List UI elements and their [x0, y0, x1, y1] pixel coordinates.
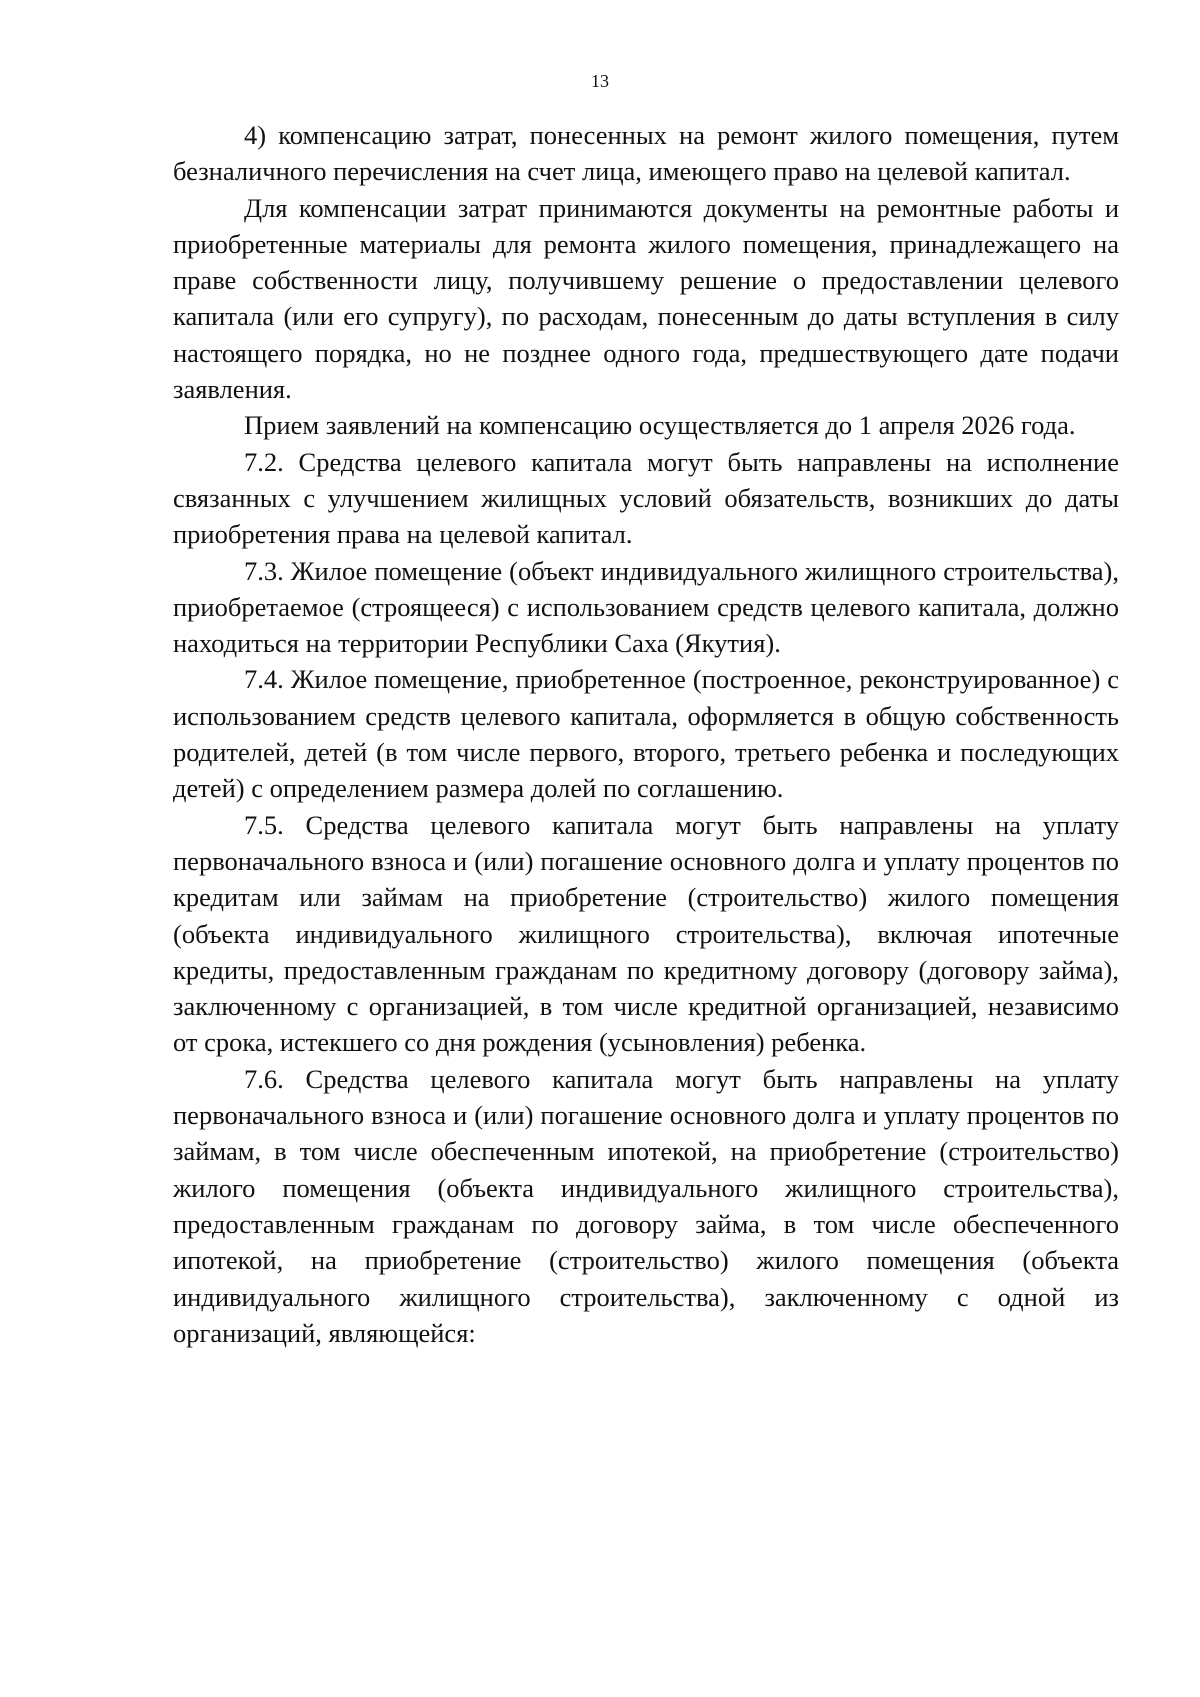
paragraph-7-5: 7.5. Средства целевого капитала могут быть направлены на уплату первоначального взноса и (или) погашение основного долга и уплату процентов по кредитам или займам на приобретение (строительство) жилого помещения (объекта индивидуального жилищного строительства), включая ипотечные кредиты, предоставленным гражданам по кредитному договору (договору займа), заключенному с организацией, в том числе кредитной организацией, независимо от срока, истекшего со дня рождения (усыновления) ребенка. — [173, 809, 1119, 1058]
page-number: 13 — [591, 71, 609, 91]
paragraph-7-4: 7.4. Жилое помещение, приобретенное (построенное, реконструированное) с использованием средств целевого капитала, оформляется в общую собственность родителей, детей (в том числе первого, второго, третьего ребенка и последующих детей) с определением размера долей по соглашению. — [173, 664, 1119, 804]
paragraph-compensation-documents: Для компенсации затрат принимаются документы на ремонтные работы и приобретенные материалы для ремонта жилого помещения, принадлежащего на праве собственности лицу, получившему решение о предоставлении целевого капитала (или его супругу), по расходам, понесенным до даты вступления в силу настоящего порядка, но не позднее одного года, предшествующего дате подачи заявления. — [173, 192, 1119, 405]
paragraph-7-3: 7.3. Жилое помещение (объект индивидуального жилищного строительства), приобретаемое (строящееся) с использованием средств целевого капитала, должно находиться на территории Республики Саха (Якутия). — [173, 555, 1119, 659]
document-body — [173, 117, 1119, 1351]
paragraph-repair-compensation: 4) компенсацию затрат, понесенных на ремонт жилого помещения, путем безналичного перечисления на счет лица, имеющего право на целевой капитал. — [173, 120, 1119, 187]
paragraph-7-6: 7.6. Средства целевого капитала могут быть направлены на уплату первоначального взноса и (или) погашение основного долга и уплату процентов по займам, в том числе обеспеченным ипотекой, на приобретение (строительство) жилого помещения (объекта индивидуального жилищного строительства), предоставленным гражданам по договору займа, в том числе обеспеченного ипотекой, на приобретение (строительство) жилого помещения (объекта индивидуального жилищного строительства), заключенному с одной из организаций, являющейся: — [173, 1063, 1119, 1348]
paragraph-application-deadline: Прием заявлений на компенсацию осуществляется до 1 апреля 2026 года. — [244, 410, 1076, 441]
paragraph-7-2: 7.2. Средства целевого капитала могут быть направлены на исполнение связанных с улучшением жилищных условий обязательств, возникших до даты приобретения права на целевой капитал. — [173, 446, 1119, 550]
